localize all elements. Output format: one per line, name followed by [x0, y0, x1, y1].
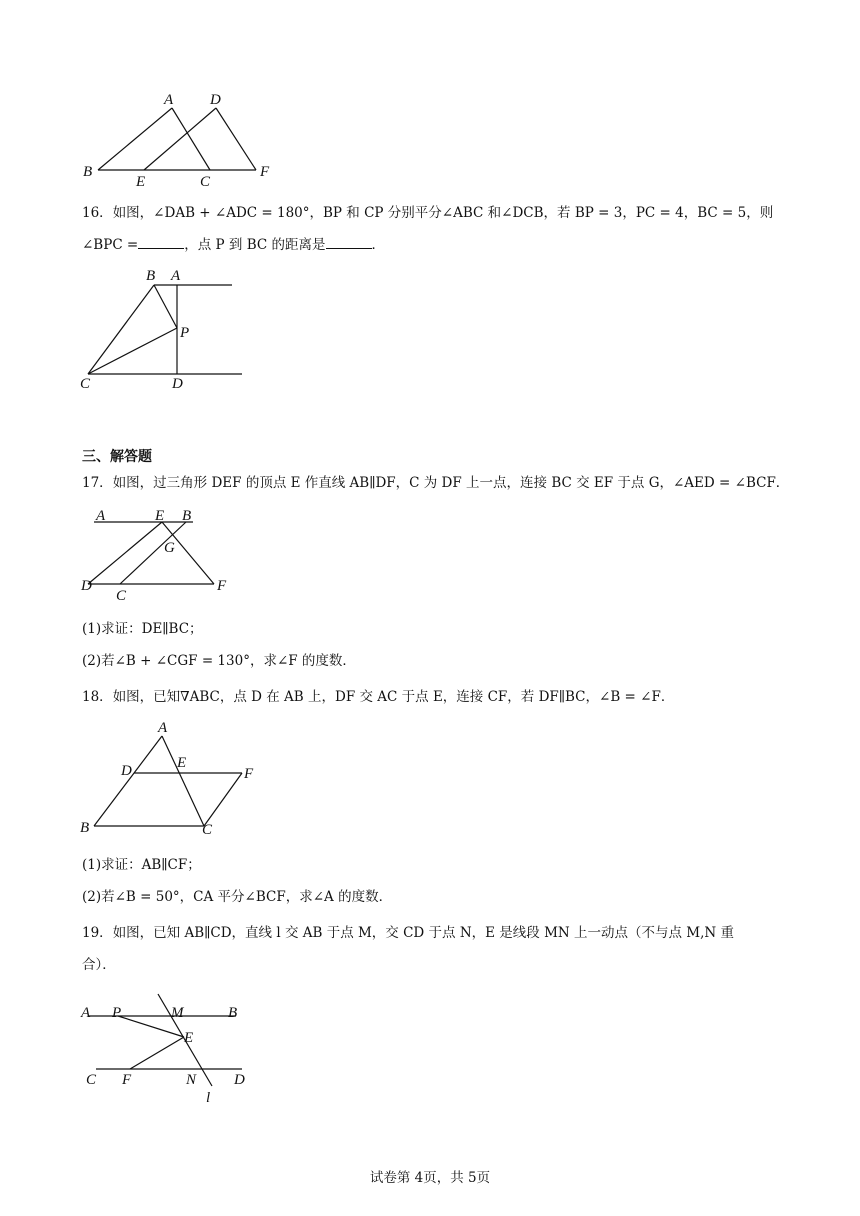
label-D: D: [172, 376, 183, 392]
label-B: B: [83, 164, 93, 180]
label-F: F: [217, 578, 227, 594]
label-E: E: [155, 508, 165, 524]
label-A: A: [171, 268, 181, 284]
label-P: P: [112, 1005, 122, 1021]
label-l: l: [206, 1090, 211, 1106]
label-C: C: [86, 1072, 97, 1088]
section-title: 三、解答题: [82, 449, 152, 465]
label-P: P: [180, 325, 190, 341]
answer-blank-2[interactable]: [326, 236, 372, 249]
label-G: G: [164, 540, 175, 556]
label-E: E: [184, 1030, 194, 1046]
q18-part2: (2)若∠B = 50°，CA 平分∠BCF，求∠A 的度数．: [82, 889, 393, 905]
q16-line2: ∠BPC = ，点 P 到 BC 的距离是 ．: [82, 237, 385, 253]
q18-part1: (1)求证：AB∥CF；: [82, 857, 201, 873]
label-B: B: [80, 820, 90, 836]
label-C: C: [116, 588, 127, 604]
answer-blank-1[interactable]: [138, 236, 184, 249]
q15-figure: [80, 88, 280, 188]
label-F: F: [244, 766, 254, 782]
label-D: D: [234, 1072, 245, 1088]
label-C: C: [202, 822, 213, 838]
label-F: F: [260, 164, 270, 180]
label-D: D: [210, 92, 221, 108]
label-B: B: [182, 508, 192, 524]
q16-figure: [78, 264, 258, 394]
label-F: F: [122, 1072, 132, 1088]
label-A: A: [158, 720, 168, 736]
q17-part1: (1)求证：DE∥BC；: [82, 621, 203, 637]
q19-text1: 19．如图，已知 AB∥CD，直线 l 交 AB 于点 M，交 CD 于点 N，E 是线段 MN 上一动点（不与点 M,N 重: [82, 925, 735, 941]
q19-text2: 合）．: [82, 957, 116, 973]
label-M: M: [171, 1005, 184, 1021]
q17-text: 17．如图，过三角形 DEF 的顶点 E 作直线 AB∥DF，C 为 DF 上一点，连接 BC 交 EF 于点 G，∠AED = ∠BCF．: [82, 475, 790, 491]
q17-figure: [78, 502, 238, 602]
label-B: B: [228, 1005, 238, 1021]
label-N: N: [186, 1072, 197, 1088]
q16-line1: 16．如图，∠DAB + ∠ADC = 180°，BP 和 CP 分别平分∠ABC 和∠DCB，若 BP = 3，PC = 4，BC = 5，则: [82, 205, 774, 221]
label-D: D: [121, 763, 132, 779]
q19-figure: [78, 990, 268, 1110]
q18-figure: [78, 722, 268, 842]
label-C: C: [200, 174, 211, 190]
label-E: E: [177, 755, 187, 771]
label-A: A: [164, 92, 174, 108]
label-D: D: [81, 578, 92, 594]
label-C: C: [80, 376, 91, 392]
label-B: B: [146, 268, 156, 284]
page-footer: 试卷第 4页，共 5页: [369, 1170, 491, 1186]
label-A: A: [81, 1005, 91, 1021]
q17-part2: (2)若∠B + ∠CGF = 130°，求∠F 的度数．: [82, 653, 356, 669]
label-E: E: [136, 174, 146, 190]
q18-text: 18．如图，已知∇ABC，点 D 在 AB 上，DF 交 AC 于点 E，连接 CF，若 DF∥BC，∠B = ∠F．: [82, 689, 675, 705]
label-A: A: [96, 508, 106, 524]
